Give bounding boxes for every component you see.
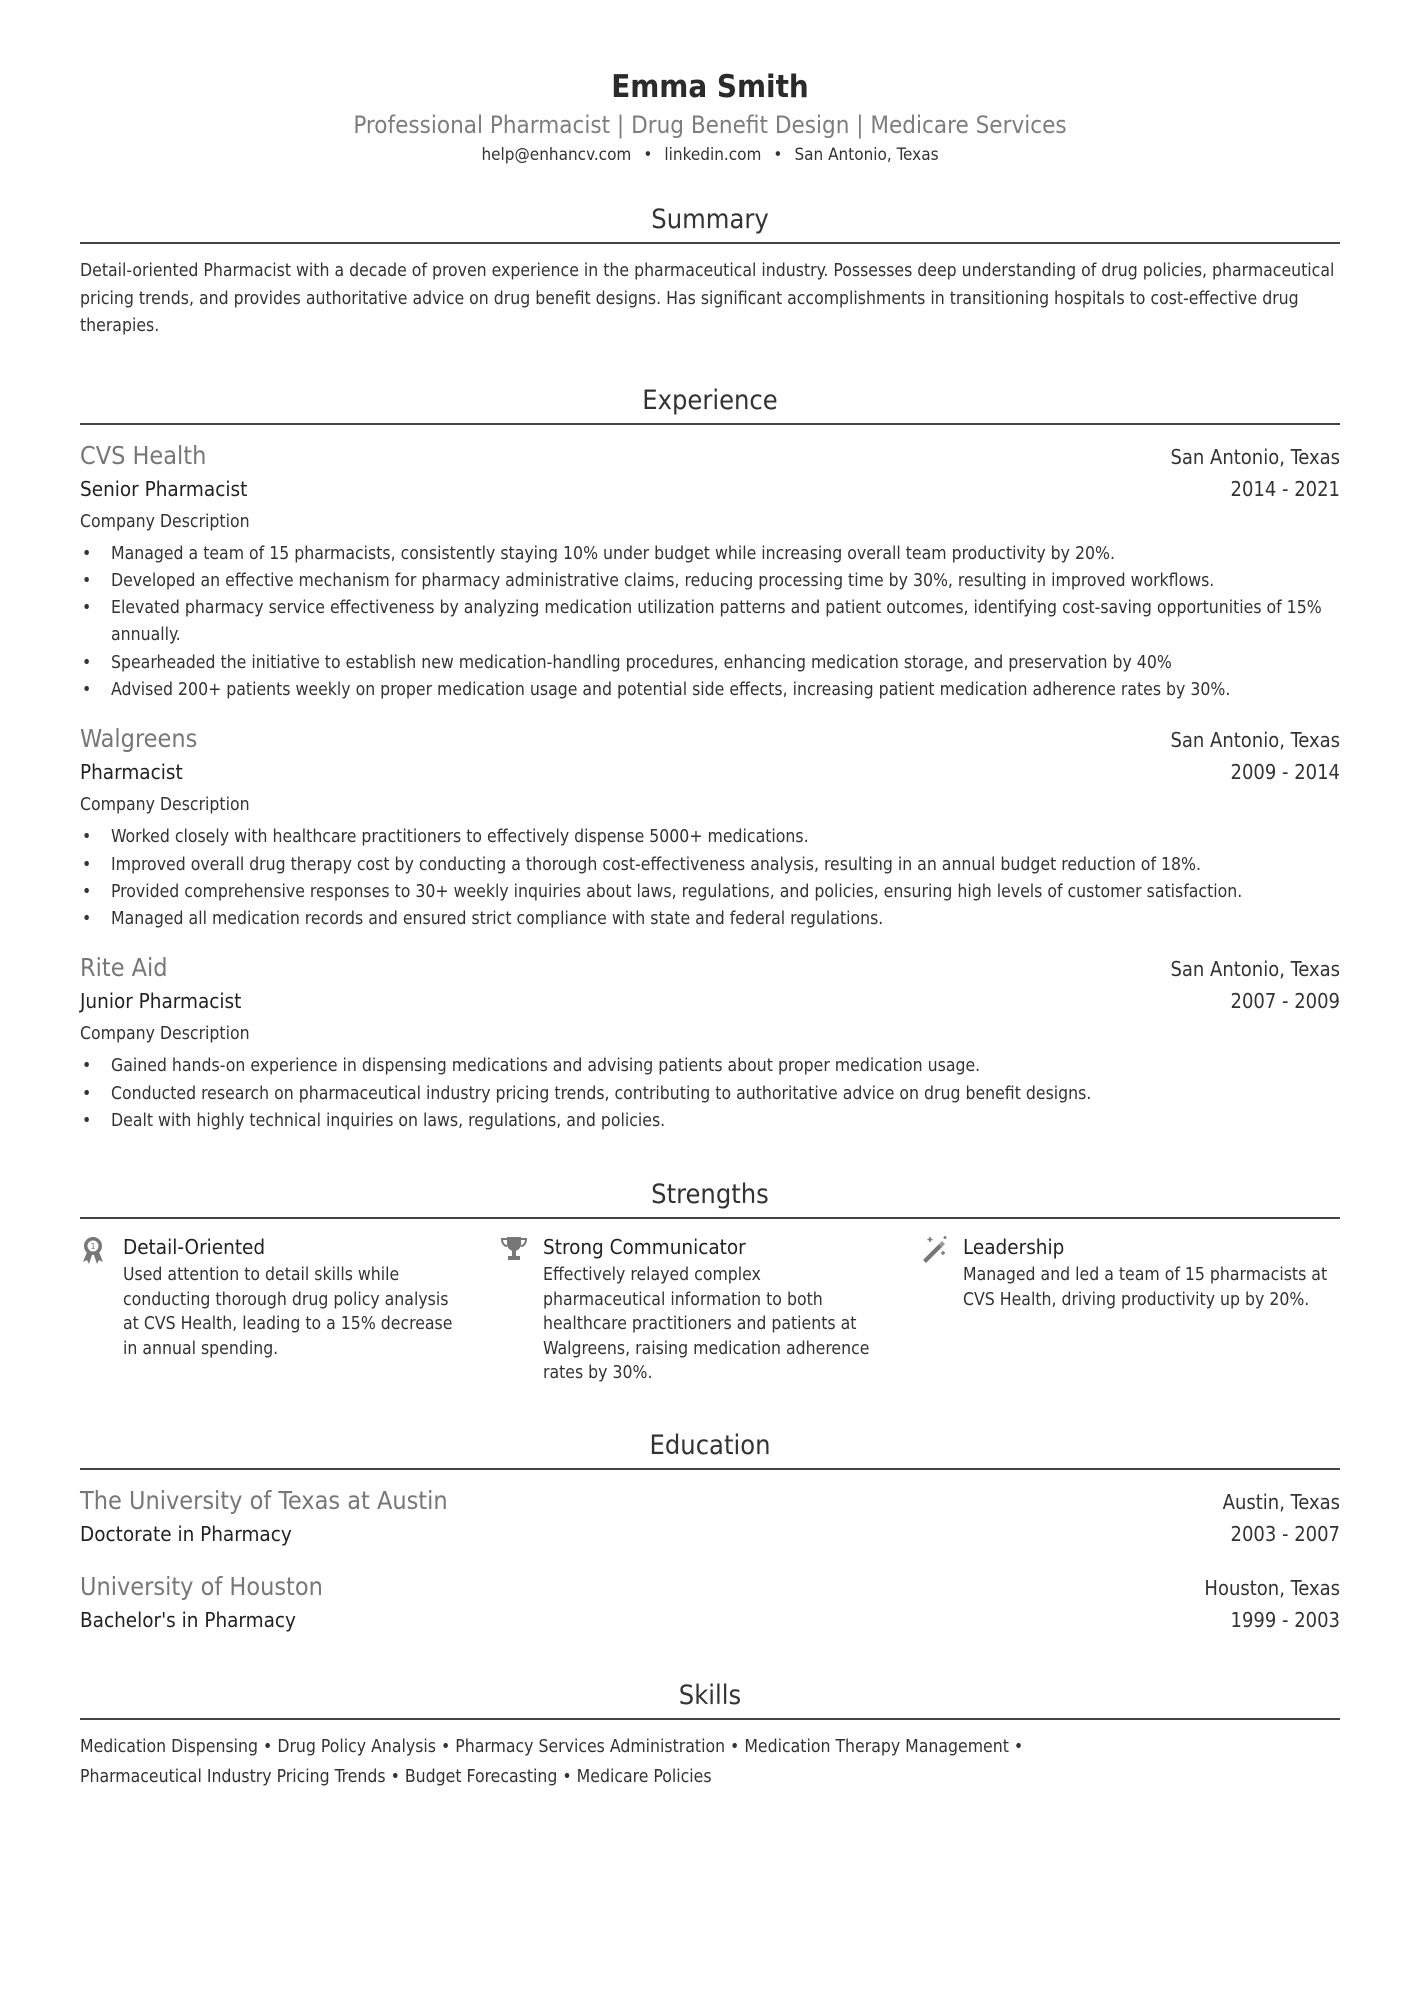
job-header [80, 951, 1340, 985]
section-title: Skills [80, 1678, 1340, 1720]
bullet-item: • Improved overall drug therapy cost by conducting a thorough cost-effectiveness analysis, resulting in an annual budget reduction of 18%. [80, 852, 1340, 879]
section-title: Experience [80, 383, 1340, 425]
bullet-item: • Provided comprehensive responses to 30+ weekly inquiries about laws, regulations, and policies, ensuring high levels of customer satisfaction. [80, 879, 1340, 906]
job-dates: 2009 - 2014 [1230, 760, 1340, 785]
bullet-item: • Spearheaded the initiative to establish new medication-handling procedures, enhancing medication storage, and preservation by 40% [80, 650, 1340, 677]
job-role: Pharmacist [80, 760, 183, 785]
school-location: Houston, Texas [1204, 1575, 1340, 1600]
magic-wand-icon [920, 1233, 963, 1386]
degree: Bachelor's in Pharmacy [80, 1607, 296, 1632]
strength-content [963, 1233, 1340, 1386]
strengths-list [80, 1233, 1340, 1386]
school-location: Austin, Texas [1222, 1489, 1340, 1514]
company-name: Walgreens [80, 724, 198, 754]
education-entry [80, 1484, 1340, 1550]
separator: • [643, 145, 653, 165]
education-dates: 1999 - 2003 [1230, 1607, 1340, 1632]
bullet-item: • Dealt with highly technical inquiries on laws, regulations, and policies. [80, 1108, 1340, 1135]
job-location: San Antonio, Texas [1170, 728, 1340, 753]
header [80, 0, 1340, 168]
bullet-item: • Advised 200+ patients weekly on proper medication usage and potential side effects, increasing patient medication adherence rates by 30%. [80, 677, 1340, 704]
skills-list [80, 1732, 1340, 1792]
job-dates: 2014 - 2021 [1230, 476, 1340, 501]
contact [80, 142, 1340, 168]
skills-line: Pharmaceutical Industry Pricing Trends • Budget Forecasting • Medicare Policies [80, 1766, 712, 1787]
section-title: Education [80, 1428, 1340, 1470]
summary-section [80, 202, 1340, 341]
strength-description: Effectively relayed complex pharmaceutical information to both healthcare practitioners and patients at Walgreens, raising medication adherence rates by 30%. [543, 1265, 870, 1384]
education-entry [80, 1570, 1340, 1636]
strength-content [123, 1233, 500, 1386]
job-subheader [80, 473, 1340, 505]
separator: • [773, 145, 783, 165]
job-entry [80, 722, 1340, 933]
job-subheader [80, 756, 1340, 788]
award-ribbon-icon [80, 1233, 123, 1386]
company-description: Company Description [80, 795, 250, 816]
education-section [80, 1428, 1340, 1636]
company-description: Company Description [80, 511, 250, 532]
job-location: San Antonio, Texas [1170, 957, 1340, 982]
bullet-item: • Elevated pharmacy service effectiveness by analyzing medication utilization patterns and patient outcomes, identifying cost-saving opportunities of 15% annually. [80, 595, 1340, 650]
strength-title: Leadership [963, 1235, 1065, 1260]
job-role: Junior Pharmacist [80, 989, 242, 1014]
education-header [80, 1570, 1340, 1604]
job-dates: 2007 - 2009 [1230, 989, 1340, 1014]
job-entry [80, 439, 1340, 705]
strength-item [80, 1233, 500, 1386]
bullet-list [80, 1053, 1340, 1135]
svg-text:1: 1 [90, 1242, 96, 1252]
job-subheader [80, 985, 1340, 1017]
school-name: The University of Texas at Austin [80, 1485, 448, 1515]
strength-title: Strong Communicator [543, 1235, 746, 1260]
section-title: Strengths [80, 1177, 1340, 1219]
strength-description: Used attention to detail skills while conducting thorough drug policy analysis at CVS Health, leading to a 15% decrease in annual spending. [123, 1265, 453, 1359]
job-header [80, 722, 1340, 756]
bullet-item: • Gained hands-on experience in dispensing medications and advising patients about proper medication usage. [80, 1053, 1340, 1080]
school-name: University of Houston [80, 1571, 323, 1601]
trophy-icon [500, 1233, 543, 1386]
strength-content [543, 1233, 920, 1386]
company-description: Company Description [80, 1024, 250, 1045]
bullet-item: • Developed an effective mechanism for pharmacy administrative claims, reducing processing time by 30%, resulting in improved workflows. [80, 568, 1340, 595]
location: San Antonio, Texas [794, 145, 939, 165]
experience-section [80, 383, 1340, 1136]
strength-item [920, 1233, 1340, 1386]
name: Emma Smith [611, 69, 809, 105]
bullet-item: • Worked closely with healthcare practitioners to effectively dispense 5000+ medications. [80, 824, 1340, 851]
strength-title: Detail-Oriented [123, 1235, 266, 1260]
job-entry [80, 951, 1340, 1135]
skills-line: Medication Dispensing • Drug Policy Analysis • Pharmacy Services Administration • Medication Therapy Management • [80, 1736, 1024, 1757]
linkedin[interactable]: linkedin.com [664, 145, 762, 165]
company-name: Rite Aid [80, 953, 168, 983]
strengths-section [80, 1177, 1340, 1386]
education-subheader [80, 1604, 1340, 1636]
summary-text: Detail-oriented Pharmacist with a decade of proven experience in the pharmaceutical industry. Possesses deep understanding of drug policies, pharmaceutical pricing trends, and provides authoritative advice on drug benefit designs. Has significant accomplishments in transitioning hospitals to cost-effective drug therapies. [80, 261, 1335, 336]
strength-item [500, 1233, 920, 1386]
education-dates: 2003 - 2007 [1230, 1521, 1340, 1546]
education-header [80, 1484, 1340, 1518]
section-title: Summary [80, 202, 1340, 244]
company-name: CVS Health [80, 440, 207, 470]
bullet-item: • Conducted research on pharmaceutical industry pricing trends, contributing to authoritative advice on drug benefit designs. [80, 1081, 1340, 1108]
bullet-list [80, 824, 1340, 933]
bullet-list [80, 541, 1340, 705]
email[interactable]: help@enhancv.com [481, 145, 632, 165]
education-subheader [80, 1518, 1340, 1550]
bullet-item: • Managed a team of 15 pharmacists, consistently staying 10% under budget while increasing overall team productivity by 20%. [80, 541, 1340, 568]
job-header [80, 439, 1340, 473]
subtitle: Professional Pharmacist | Drug Benefit Design | Medicare Services [353, 111, 1067, 139]
bullet-item: • Managed all medication records and ensured strict compliance with state and federal regulations. [80, 906, 1340, 933]
resume [80, 0, 1340, 1792]
job-role: Senior Pharmacist [80, 476, 248, 501]
job-location: San Antonio, Texas [1170, 444, 1340, 469]
degree: Doctorate in Pharmacy [80, 1521, 292, 1546]
strength-description: Managed and led a team of 15 pharmacists at CVS Health, driving productivity up by 20%. [963, 1265, 1328, 1310]
skills-section [80, 1678, 1340, 1792]
